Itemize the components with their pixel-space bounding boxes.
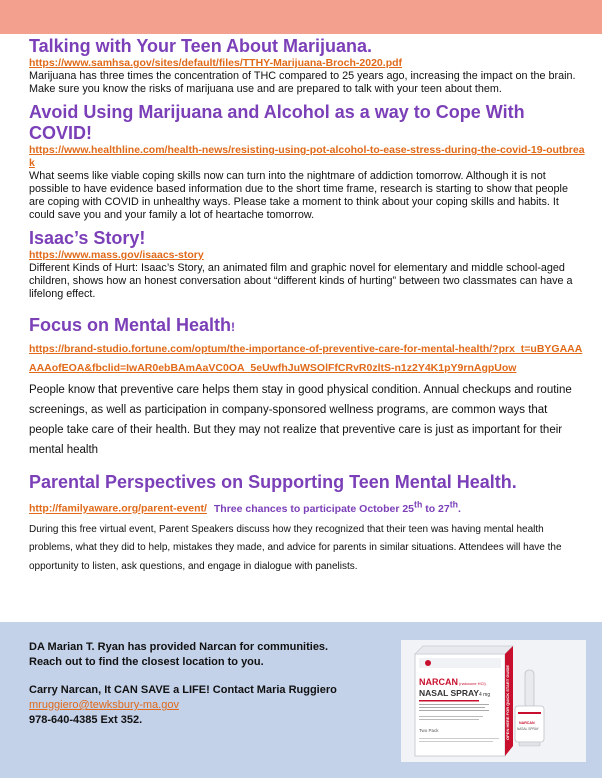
section-body: What seems like viable coping skills now can turn into the nightmare of addiction tomorrow. Although it is not possible to have evidence based information due to the short time frame, research is starting to show that people are coping with COVID in unhealthy ways. Please take a moment to think about your coping skills and habits. It could save you and your family a lot of heartache tomorrow. (29, 170, 568, 221)
section-heading-tail: ! (231, 320, 236, 334)
section-covid-coping (29, 102, 585, 222)
box-pack: Two Pack (419, 728, 439, 733)
box-side-text: OPEN HERE FOR QUICK START GUIDE (505, 664, 510, 740)
event-link[interactable]: http://familyaware.org/parent-event/ (29, 502, 207, 515)
newsletter-content (29, 36, 585, 576)
section-heading: Isaac’s Story! (29, 228, 146, 248)
section-heading: Avoid Using Marijuana and Alcohol as a way to Cope With COVID! (29, 102, 525, 143)
section-link[interactable]: https://brand-studio.fortune.com/optum/the-importance-of-preventive-care-for-mental-health/?prx_t=uBYGAAAAAAofEOA&fbclid=IwAR0ebBAmAaVC0OA_5eUwfhJuWSOlFfCRvR0zltS-n1z2Y4K1pY9rnAgpUow (29, 343, 583, 374)
section-link[interactable]: https://www.samhsa.gov/sites/default/files/TTHY-Marijuana-Broch-2020.pdf (29, 57, 403, 69)
section-heading-text: Focus on Mental Health (29, 315, 232, 335)
narcan-box-illustration (401, 640, 586, 762)
section-heading: Parental Perspectives on Supporting Teen Mental Health. (29, 472, 517, 492)
device-label: NASAL SPRAY (517, 727, 539, 731)
section-heading: Talking with Your Teen About Marijuana. (29, 36, 373, 56)
narcan-info (29, 640, 389, 728)
contact-phone: 978-640-4385 Ext 352. (29, 714, 143, 726)
contact-email[interactable]: mruggiero@tewksbury-ma.gov (29, 699, 179, 711)
spray-nozzle (525, 670, 534, 708)
section-body: During this free virtual event, Parent Speakers discuss how they recognized that their teen was having mental health problems, what they did to help, mistakes they made, and advice for parents in similar situations. Attendees will have the opportunity to listen, ask questions, and engage in dialogue with panelists. (29, 523, 562, 572)
box-generic: (naloxone HCl) (459, 681, 486, 686)
device-brand: NARCAN (519, 721, 535, 725)
event-meta (29, 495, 585, 519)
event-dates: Three chances to participate October 25th to 27th. (213, 499, 461, 515)
brand-mark-icon (425, 660, 431, 666)
box-product: NASAL SPRAY (419, 688, 479, 698)
box-dose: 4 mg (479, 692, 491, 698)
section-marijuana (29, 36, 585, 96)
section-mental-health (29, 315, 585, 460)
top-color-band (0, 0, 602, 34)
narcan-product-photo (401, 640, 586, 762)
box-brand: NARCAN (419, 677, 458, 687)
section-parental-perspectives (29, 472, 585, 576)
section-heading (29, 315, 585, 338)
narcan-line-3: Carry Narcan, It CAN SAVE a LIFE! Contact Maria Ruggiero (29, 684, 337, 696)
section-body: People know that preventive care helps them stay in good physical condition. Annual checkups and routine screenings, as well as participation in company-sponsored wellness programs, are common ways that people take care of their health. But they may not realize that preventive care is just as important for their mental health (29, 384, 572, 456)
narcan-line-2: Reach out to find the closest location to you. (29, 656, 264, 668)
section-isaacs-story (29, 228, 585, 301)
narcan-line-1: DA Marian T. Ryan has provided Narcan for communities. (29, 641, 329, 653)
section-body: Marijuana has three times the concentration of THC compared to 25 years ago, increasing the impact on the brain. Make sure you know the risks of marijuana use and are prepared to talk with your teen about them. (29, 70, 576, 95)
section-link[interactable]: https://www.healthline.com/health-news/resisting-using-pot-alcohol-to-ease-stress-during-the-covid-19-outbreak (29, 144, 585, 169)
section-body: Different Kinds of Hurt: Isaac’s Story, an animated film and graphic novel for elementary and middle school-aged children, shows how an honest conversation about “different kinds of hurting” between two classmates can have a lifelong effect. (29, 262, 573, 300)
section-link[interactable]: https://www.mass.gov/isaacs-story (29, 249, 204, 261)
